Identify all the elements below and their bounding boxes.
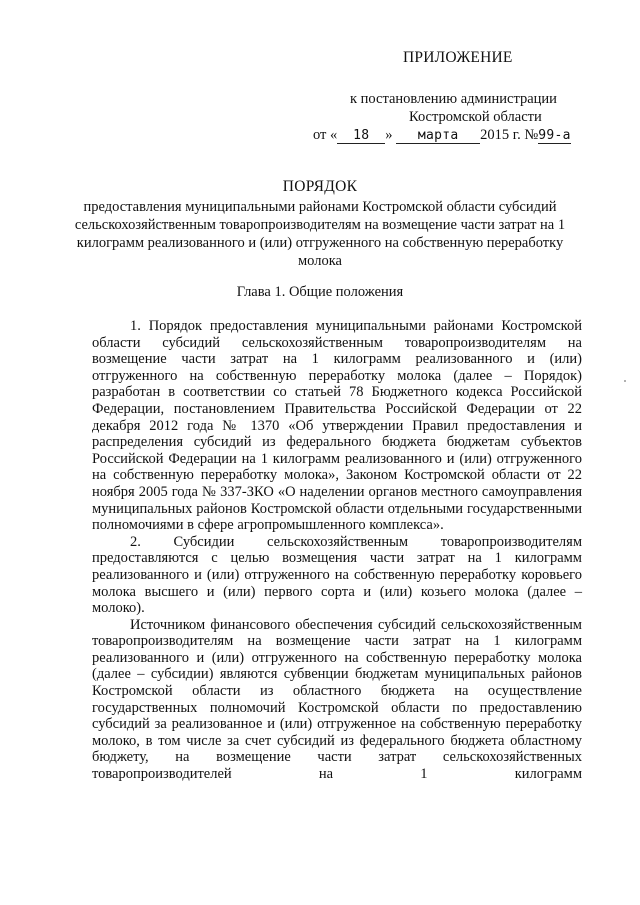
document-number: 99-а (538, 128, 571, 143)
appendix-title: ПРИЛОЖЕНИЕ (403, 49, 513, 66)
date-prefix: от « (313, 127, 338, 143)
appendix-region-line: Костромской области (409, 109, 542, 125)
date-day-field (337, 128, 385, 144)
date-year-number-prefix: 2015 г. № (480, 127, 539, 143)
appendix-date-line (313, 127, 571, 144)
document-title: ПОРЯДОК (282, 178, 358, 195)
paragraph-2: 2. Субсидии сельскохозяйственным товаропроизводителям предоставляются с целью возмещения части затрат на 1 килограмм реализованного и (или) отгруженного на собственную переработку коровьего молока высшего и (или) первого сорта и (или) козьего молока (далее – молоко). (92, 533, 582, 617)
paragraph-3: Источником финансового обеспечения субсидий сельскохозяйственным товаропроизводителям на возмещение части затрат на 1 килограмм реализованного и (или) отгруженного на собственную переработку молока (далее – субсидии) являются субвенции бюджетам муниципальных районов Костромской области из областного бюджета на осуществление государственных полномочий Костромской области по предоставлению субсидий за реализованное и (или) отгруженное на собственную переработку молоко, в том числе за счет субсидий из федерального бюджета областному бюджету, на возмещение части затрат сельскохозяйственных товаропроизводителей на 1 килограмм (92, 616, 582, 783)
document-body (92, 318, 582, 783)
scan-speck (624, 380, 626, 382)
appendix-reference-line: к постановлению администрации (350, 91, 557, 107)
date-day: 18 (353, 128, 370, 143)
date-month-field (396, 128, 480, 144)
paragraph-1: 1. Порядок предоставления муниципальными районами Костромской области субсидий сельскохозяйственным товаропроизводителям на возмещение части затрат на 1 килограмм реализованного и (или) отгруженного на собственную переработку молока (далее – Порядок) разработан в соответствии со статьей 78 Бюджетного кодекса Российской Федерации, постановлением Правительства Российской Федерации от 22 декабря 2012 года № 1370 «Об утверждении Правил предоставления и распределения субсидий из федерального бюджета бюджетам субъектов Российской Федерации на 1 килограмм реализованного и (или) отгруженного на собственную переработку молока», Законом Костромской области от 22 ноября 2005 года № 337-ЗКО «О наделении органов местного самоуправления муниципальных районов Костромской области отдельными государственными полномочиями в сфере агропромышленного комплекса». (92, 318, 582, 534)
document-subtitle: предоставления муниципальными районами Костромской области субсидий сельскохозяйственным товаропроизводителям на возмещение части затрат на 1 килограмм реализованного и (или) отгруженного на собственную переработку молока (74, 199, 566, 269)
date-month: марта (417, 128, 459, 143)
chapter-heading: Глава 1. Общие положения (236, 284, 404, 300)
date-quote: » (385, 127, 393, 143)
